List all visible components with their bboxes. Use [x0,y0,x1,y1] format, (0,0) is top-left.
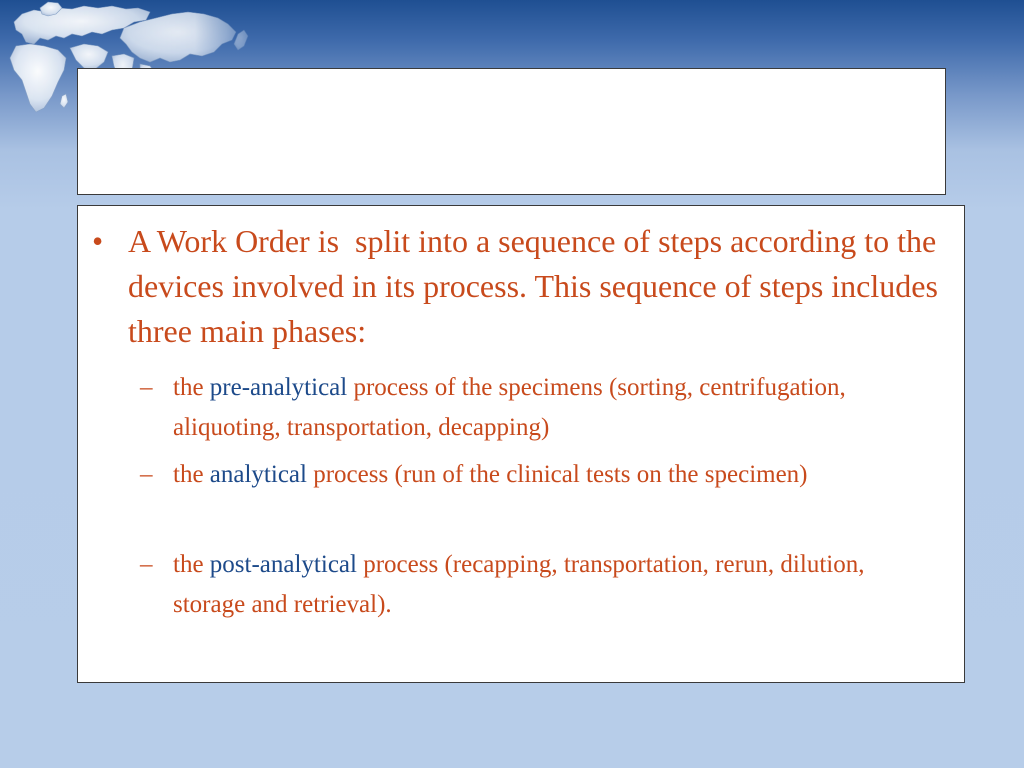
sub-item-description: process of the specimens (sorting, centrifugation, aliquoting, transportation, decapping) [173,374,846,441]
phase-term: pre-analytical [209,374,348,401]
sub-item-text [173,368,918,448]
sub-item-text [173,455,918,495]
sub-item-prefix: the [173,551,210,578]
sub-item-prefix: the [173,374,210,401]
bullet-text: A Work Order is split into a sequence of steps according to the devices involved in its process. This sequence of steps includes three main phases: [128,223,946,349]
sub-item-description: process (recapping, transportation, rerun, dilution, storage and retrieval). [173,551,865,618]
phase-term: post-analytical [209,551,357,578]
bullet-marker: • [92,223,104,259]
sub-item-marker: – [140,374,153,401]
sub-item-marker: – [140,551,153,578]
sub-item-text [173,545,918,625]
title-placeholder [77,68,946,195]
sub-item-prefix: the [173,461,210,488]
sub-item-marker: – [140,461,153,488]
phase-term: analytical [209,461,307,488]
content-box [77,205,965,683]
sub-item-description: process (run of the clinical tests on the specimen) [306,461,808,488]
